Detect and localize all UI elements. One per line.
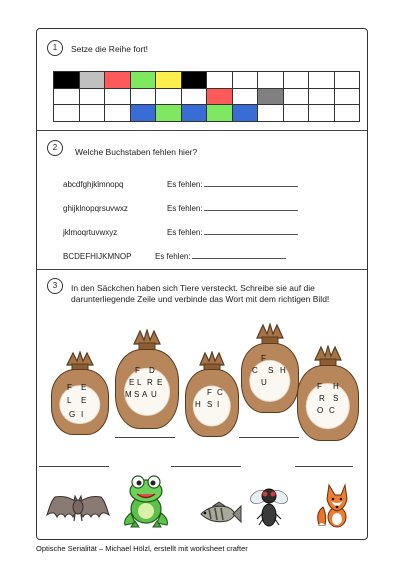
grid-cell[interactable] [182, 105, 208, 122]
grid-cell[interactable] [284, 72, 310, 89]
sack-4 [241, 323, 299, 413]
section-1-instruction: Setze die Reihe fort! [71, 44, 149, 54]
grid-cell[interactable] [309, 89, 335, 106]
sack-tie-icon [130, 329, 164, 351]
section-2-instruction: Welche Buchstaben fehlen hier? [75, 147, 198, 157]
letter-sequence: BCDEFHIJKMNOP [63, 252, 132, 261]
section-2-number: 2 [47, 140, 63, 156]
grid-cell[interactable] [335, 72, 361, 89]
sack-letter: F [317, 382, 322, 391]
sack-letter: O [317, 406, 324, 415]
grid-cell[interactable] [156, 89, 182, 106]
answer-line[interactable] [171, 466, 241, 467]
sack-letter: C [252, 366, 258, 375]
sack-letter: A [142, 390, 148, 399]
sack-3 [185, 351, 239, 437]
grid-cell[interactable] [80, 89, 106, 106]
section-1-number: 1 [47, 40, 63, 56]
sack-letter: I [81, 410, 84, 419]
sack-letter: E [129, 378, 135, 387]
grid-cell[interactable] [233, 89, 259, 106]
answer-line[interactable] [115, 437, 175, 438]
answer-line[interactable] [39, 466, 109, 467]
grid-cell[interactable] [105, 105, 131, 122]
sack-letter: I [217, 400, 220, 409]
fly-icon[interactable] [249, 483, 289, 529]
letter-row [63, 251, 286, 261]
grid-cell[interactable] [207, 89, 233, 106]
bat-icon[interactable] [45, 491, 111, 527]
grid-cell[interactable] [156, 72, 182, 89]
grid-cell[interactable] [131, 105, 157, 122]
sack-letter: S [268, 366, 274, 375]
grid-cell[interactable] [54, 89, 80, 106]
grid-cell[interactable] [182, 72, 208, 89]
grid-cell[interactable] [258, 105, 284, 122]
sack-letter: H [333, 382, 339, 391]
grid-cell[interactable] [131, 72, 157, 89]
sack-letter: E [81, 383, 87, 392]
sack-letter: D [149, 366, 155, 375]
sack-letter: F [67, 383, 72, 392]
sack-1 [51, 351, 109, 435]
sack-letter: E [157, 378, 163, 387]
grid-cell[interactable] [105, 89, 131, 106]
sack-letter: U [151, 390, 157, 399]
letter-sequence: abcdfghjklmnopq [63, 180, 124, 189]
grid-cell[interactable] [258, 72, 284, 89]
sack-letter: M [125, 390, 132, 399]
grid-cell[interactable] [233, 105, 259, 122]
footer-credit: Optische Serialität – Michael Hölzl, erstellt mit worksheet crafter [36, 544, 248, 553]
sack-letter: F [207, 388, 212, 397]
grid-cell[interactable] [284, 89, 310, 106]
grid-cell[interactable] [258, 89, 284, 106]
answer-line[interactable] [204, 203, 298, 211]
frog-icon[interactable] [121, 473, 171, 529]
grid-cell[interactable] [182, 89, 208, 106]
color-pattern-grid[interactable] [53, 71, 360, 122]
sack-letter: R [319, 394, 325, 403]
sack-5 [297, 345, 359, 441]
grid-cell[interactable] [335, 89, 361, 106]
grid-cell[interactable] [54, 105, 80, 122]
letter-sequence: ghijklnopqrsuvwxz [63, 204, 128, 213]
sack-letter: C [217, 388, 223, 397]
sack-letter: S [207, 400, 213, 409]
grid-cell[interactable] [80, 72, 106, 89]
sack-letter: S [333, 394, 339, 403]
sack-letter: H [195, 400, 201, 409]
divider [37, 130, 367, 131]
sack-tie-icon [253, 323, 287, 345]
sack-letter: E [81, 396, 87, 405]
missing-label: Es fehlen: [155, 252, 191, 261]
missing-label: Es fehlen: [167, 204, 203, 213]
answer-line[interactable] [204, 227, 298, 235]
sack-letter: F [261, 354, 266, 363]
answer-line[interactable] [192, 251, 286, 259]
missing-label: Es fehlen: [167, 228, 203, 237]
sack-tie-icon [311, 345, 345, 367]
answer-line[interactable] [239, 437, 299, 438]
sack-letter: H [280, 366, 286, 375]
letter-row [63, 203, 298, 213]
divider [37, 269, 367, 270]
grid-cell[interactable] [54, 72, 80, 89]
grid-cell[interactable] [80, 105, 106, 122]
missing-label: Es fehlen: [167, 180, 203, 189]
grid-cell[interactable] [207, 72, 233, 89]
grid-cell[interactable] [335, 105, 361, 122]
sack-tie-icon [196, 351, 228, 371]
grid-cell[interactable] [131, 89, 157, 106]
sack-letter: S [134, 390, 140, 399]
sack-letter: R [147, 378, 153, 387]
sack-letter: U [261, 378, 267, 387]
sack-letter: L [137, 378, 142, 387]
grid-cell[interactable] [284, 105, 310, 122]
sack-2 [115, 329, 179, 429]
worksheet-frame [36, 28, 368, 540]
answer-line[interactable] [204, 179, 298, 187]
section-3-instruction: In den Säckchen haben sich Tiere versteckt. Schreibe sie auf die darunterliegende Zeile und verbinde das Wort mit dem richtigen Bild! [71, 283, 330, 304]
fox-icon[interactable] [315, 483, 353, 529]
grid-cell[interactable] [309, 105, 335, 122]
section-3-number: 3 [47, 278, 63, 294]
sack-letter: C [329, 406, 335, 415]
fish-icon[interactable] [197, 501, 243, 527]
grid-cell[interactable] [207, 105, 233, 122]
sack-letter: L [67, 396, 72, 405]
sack-letter: F [135, 366, 140, 375]
grid-cell[interactable] [233, 72, 259, 89]
sack-letter: G [69, 410, 76, 419]
sack-tie-icon [63, 351, 97, 371]
grid-cell[interactable] [105, 72, 131, 89]
letter-row [63, 179, 298, 189]
grid-cell[interactable] [156, 105, 182, 122]
answer-line[interactable] [295, 466, 353, 467]
letter-sequence: jklmoqrtuvwxyz [63, 228, 118, 237]
letter-row [63, 227, 298, 237]
grid-cell[interactable] [309, 72, 335, 89]
